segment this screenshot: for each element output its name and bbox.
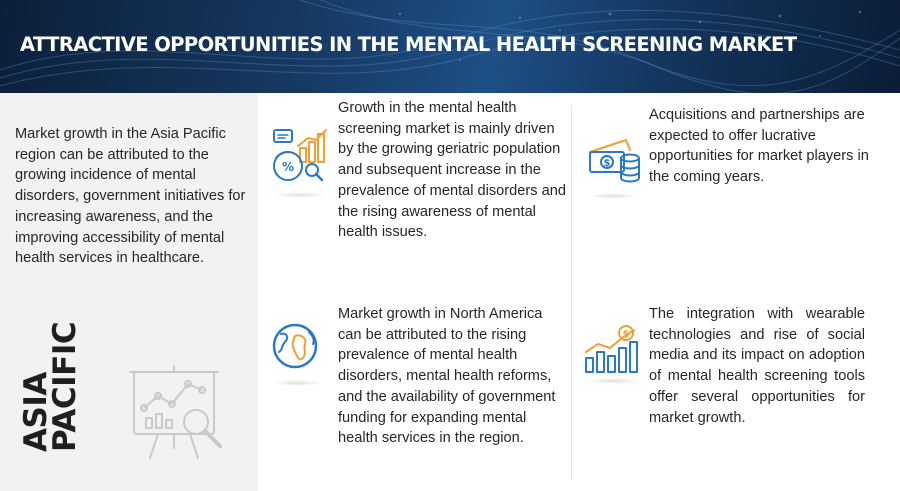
globe-icon — [271, 322, 323, 374]
card-wearables-text: The integration with wearable technologies and rise of social media and its impact on adoption of mental health screening tools offer several opportunities for market growth. — [649, 306, 865, 426]
page-title: ATTRACTIVE OPPORTUNITIES IN THE MENTAL HEALTH SCREENING MARKET — [20, 33, 797, 56]
region-description: Market growth in the Asia Pacific region can be attributed to the growing incidence of mental disorders, government initiatives for increasing awareness, and the improving accessibility of mental health services in healthcare. — [15, 126, 246, 267]
svg-text:$: $ — [603, 158, 611, 169]
presentation-board-analytics-icon — [128, 362, 232, 466]
svg-text:%: % — [282, 160, 295, 174]
region-label-line1: ASIA — [18, 372, 54, 452]
icon-shadow — [272, 192, 328, 198]
icon-shadow — [588, 193, 638, 199]
icon-shadow — [272, 380, 322, 386]
svg-text:$: $ — [622, 329, 630, 340]
region-label — [18, 321, 83, 452]
card-growth-drivers-text: Growth in the mental health screening market is mainly driven by the growing geriatric population and subsequent increase in the prevalence of mental disorders and the rising awareness of mental health issues. — [338, 100, 566, 241]
icon-shadow — [586, 378, 640, 384]
column-divider — [571, 105, 572, 480]
region-label-line2: PACIFIC — [47, 321, 83, 452]
money-coins-icon — [586, 134, 642, 186]
card-north-america-text: Market growth in North America can be attributed to the rising prevalence of mental health disorders, mental health reforms, and the availability of government funding for expanding mental health services in the region. — [338, 306, 556, 447]
rising-bar-chart-dollar-icon — [582, 324, 640, 376]
header-banner — [0, 0, 900, 93]
card-acquisitions-text: Acquisitions and partnerships are expected to offer lucrative opportunities for market players in the coming years. — [649, 107, 869, 186]
growth-chart-percent-icon — [270, 126, 334, 188]
